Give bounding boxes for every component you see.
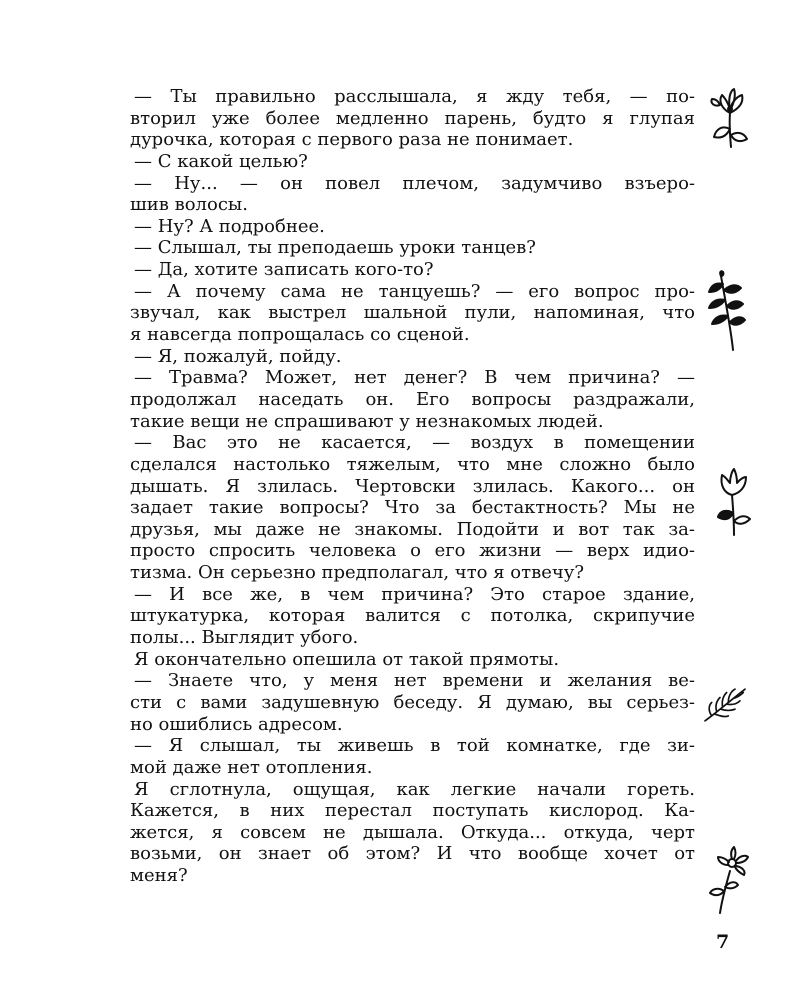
- text-line: я навсегда попрощалась со сценой.: [130, 324, 470, 346]
- text-line: друзья, мы даже не знакомы. Подойти и вот так за-: [130, 518, 695, 540]
- text-line: — Ну... — он повел плечом, задумчиво взъеро-: [134, 172, 695, 194]
- text-line: такие вещи не спрашивают у незнакомых людей.: [130, 410, 604, 432]
- text-line: но ошиблись адресом.: [130, 713, 343, 735]
- text-line: мой даже нет отопления.: [130, 756, 373, 778]
- text-line: — Да, хотите записать кого-то?: [134, 259, 434, 281]
- text-line: жется, я совсем не дышала. Откуда... откуда, черт: [130, 821, 695, 843]
- text-line: просто спросить человека о его жизни — верх идио-: [130, 540, 695, 562]
- text-line: Я окончательно опешила от такой прямоты.: [134, 648, 560, 670]
- text-line: — Ты правильно расслышала, я жду тебя, — по-: [134, 86, 695, 107]
- text-line: возьми, он знает об этом? И что вообще хочет от: [130, 843, 695, 865]
- text-line: продолжал наседать он. Его вопросы раздражали,: [130, 388, 695, 410]
- branch-icon: [703, 270, 753, 340]
- text-line: — Я слышал, ты живешь в той комнатке, где зи-: [134, 735, 695, 757]
- text-line: — И все же, в чем причина? Это старое здание,: [134, 583, 695, 605]
- text-line: дышать. Я злилась. Чертовски злилась. Какого... он: [130, 475, 695, 497]
- tulip-icon: [712, 465, 762, 535]
- text-line: задает такие вопросы? Что за бестактность? Мы не: [130, 497, 695, 519]
- body-text: [130, 86, 695, 887]
- text-line: шив волосы.: [130, 194, 248, 216]
- text-line: сделался настолько тяжелым, что мне сложно было: [130, 453, 695, 475]
- text-line: дурочка, которая с первого раза не понимает.: [130, 129, 574, 151]
- flower-icon: [706, 85, 756, 155]
- text-line: штукатурка, которая валится с потолка, скрипучие: [130, 605, 695, 627]
- text-line: — С какой целью?: [134, 150, 308, 172]
- page-number: 7: [716, 931, 730, 953]
- text-line: полы... Выглядит убого.: [130, 627, 359, 649]
- text-line: Я сглотнула, ощущая, как легкие начали гореть.: [134, 778, 695, 800]
- text-line: — Ну? А подробнее.: [134, 215, 325, 237]
- text-line: — Я, пожалуй, пойду.: [134, 345, 342, 367]
- text-line: тизма. Он серьезно предполагал, что я отвечу?: [130, 562, 585, 584]
- text-line: сти с вами задушевную беседу. Я думаю, вы серьез-: [130, 691, 695, 713]
- text-line: — А почему сама не танцуешь? — его вопрос про-: [134, 280, 695, 302]
- text-line: — Травма? Может, нет денег? В чем причина? —: [134, 367, 695, 389]
- text-line: — Слышал, ты преподаешь уроки танцев?: [134, 237, 536, 259]
- text-line: — Вас это не касается, — воздух в помещении: [134, 432, 695, 454]
- leaf-icon: [700, 670, 750, 740]
- text-line: звучал, как выстрел шальной пули, напоминая, что: [130, 302, 695, 324]
- text-line: — Знаете что, у меня нет времени и желания ве-: [134, 670, 695, 692]
- text-line: Кажется, в них перестал поступать кислород. Ка-: [130, 800, 695, 822]
- daisy-icon: [706, 845, 756, 915]
- text-line: вторил уже более медленно парень, будто я глупая: [130, 107, 695, 129]
- text-line: меня?: [130, 865, 188, 887]
